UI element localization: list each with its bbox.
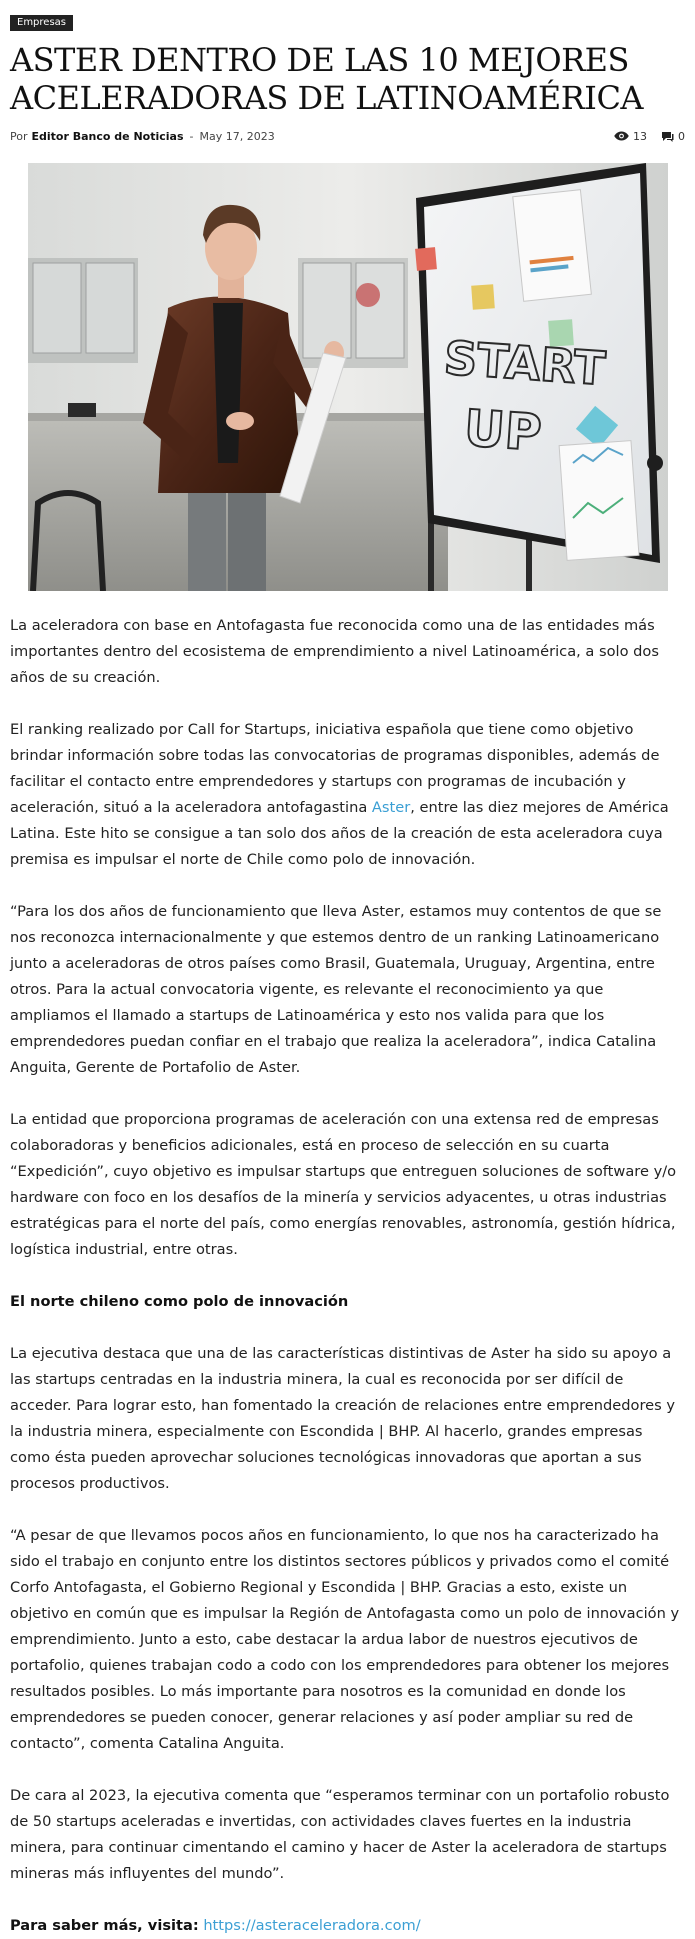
paragraph-1: La aceleradora con base en Antofagasta fue reconocida como una de las entidades más importantes dentro del ecosistema de emprendimiento a nivel Latinoamérica, a solo dos años de su creación. [10,617,659,686]
comments-stat[interactable] [661,130,685,143]
publish-date: May 17, 2023 [199,129,275,143]
article-meta [10,123,685,149]
category-tag[interactable]: Empresas [10,15,73,31]
more-info [10,1913,685,1939]
paragraph-6: “A pesar de que llevamos pocos años en funcionamiento, lo que nos ha caracterizado ha sido el trabajo en conjunto entre los distintos sectores públicos y privados como el comité Corfo Antofagasta, el Gobierno Regional y Escondida | BHP. Gracias a esto, existe un objetivo en común que es impulsar la Región de Antofagasta como un polo de innovación y emprendimiento. Junto a esto, cabe destacar la ardua labor de nuestros ejecutivos de portafolio, quienes trabajan codo a codo con los emprendedores para obtener los mejores resultados posibles. Lo más importante para nosotros es la comunidad en donde los emprendedores se pueden conocer, generar relaciones y así poder ampliar su red de contacto”, comenta Catalina Anguita. [10,1527,680,1752]
comment-icon [661,131,674,142]
section-subheading: El norte chileno como polo de innovación [10,1293,349,1310]
views-count: 13 [633,129,647,143]
more-info-label: Para saber más, visita: [10,1917,199,1934]
paragraph-5: La ejecutiva destaca que una de las características distintivas de Aster ha sido su apoyo a las startups centradas en la industria minera, la cual es reconocida por ser difícil de acceder. Para lograr esto, han fomentado la creación de relaciones entre emprendedores y la industria minera, especialmente con Escondida | BHP. Al hacerlo, grandes empresas como ésta pueden aprovechar soluciones tecnológicas innovadoras que aportan a sus procesos productivos. [10,1345,675,1492]
comments-count: 0 [678,129,685,143]
by-label: Por [10,129,28,143]
aster-website-link[interactable]: https://asteraceleradora.com/ [203,1917,421,1934]
author-link[interactable]: Editor Banco de Noticias [31,129,184,143]
board-text-up: UP [461,399,543,463]
article-title: ASTER DENTRO DE LAS 10 MEJORES ACELERADORAS DE LATINOAMÉRICA [10,41,644,117]
paragraph-2 [10,717,685,873]
board-text-start: START [441,330,607,396]
aster-link[interactable]: Aster [371,799,411,816]
startup-photo [28,163,668,591]
meta-separator: - [189,129,194,143]
hero-image [28,163,668,591]
views-stat [614,130,647,143]
article-body [10,613,685,1939]
paragraph-4: La entidad que proporciona programas de aceleración con una extensa red de empresas colaboradoras y beneficios adicionales, está en proceso de selección en su cuarta “Expedición”, cuyo objetivo es impulsar startups que entreguen soluciones de software y/o hardware con foco en los desafíos de la minería y servicios adyacentes, u otras industrias estratégicas para el norte del país, como energías renovables, astronomía, gestión hídrica, logística industrial, entre otras. [10,1111,677,1258]
paragraph-7: De cara al 2023, la ejecutiva comenta que “esperamos terminar con un portafolio robusto de 50 startups aceleradas e invertidas, con actividades claves fuertes en la industria minera, para continuar cimentando el camino y hacer de Aster la aceleradora de startups mineras más influyentes del mundo”. [10,1787,670,1882]
paragraph-3: “Para los dos años de funcionamiento que lleva Aster, estamos muy contentos de que se nos reconozca internacionalmente y que estemos dentro de un ranking Latinoamericano junto a aceleradoras de otros países como Brasil, Guatemala, Uruguay, Argentina, entre otros. Para la actual convocatoria vigente, es relevante el reconocimiento ya que ampliamos el llamado a startups de Latinoamérica y esto nos valida para que los emprendedores puedan confiar en el trabajo que realiza la aceleradora”, indica Catalina Anguita, Gerente de Portafolio de Aster. [10,903,662,1076]
meta-stats [614,130,685,143]
eye-icon [614,131,629,141]
paragraph-2-start: El ranking realizado por Call for Startups, iniciativa española que tiene como objetivo brindar información sobre todas las convocatorias de programas disponibles, además de facilitar el contacto entre emprendedores y startups con programas de incubación y aceleración, situó a la aceleradora antofagastina [10,721,660,816]
paragraph-2-end: , entre las diez mejores de América Latina. Este hito se consigue a tan solo dos años de la creación de esta aceleradora cuya premisa es impulsar el norte de Chile como polo de innovación. [10,799,669,868]
